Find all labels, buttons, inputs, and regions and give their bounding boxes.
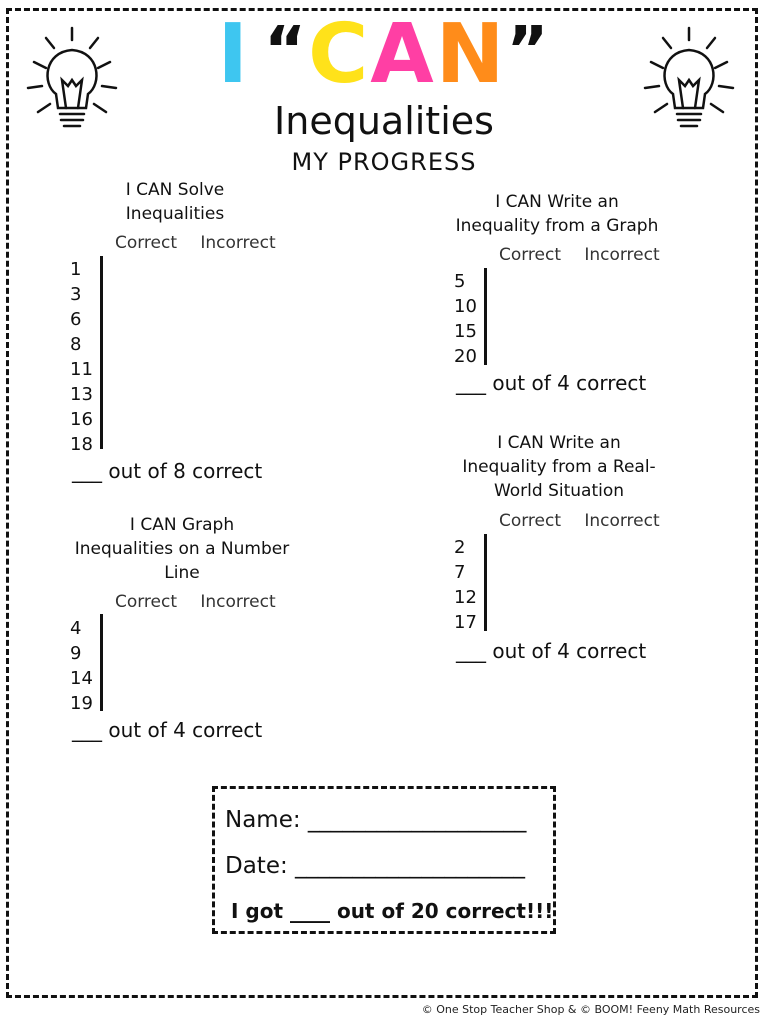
total-score[interactable]: I got ____ out of 20 correct!!! (231, 899, 554, 923)
name-field[interactable]: Name: ___________________ (225, 807, 527, 833)
subtitle: Inequalities (274, 99, 494, 143)
date-field[interactable]: Date: ____________________ (225, 853, 526, 879)
title-letter-c: C (308, 7, 371, 102)
title-open-quote: “ (264, 14, 309, 88)
title-letter-a: A (370, 7, 436, 102)
subtitle-progress: MY PROGRESS (291, 148, 477, 176)
tally-grid[interactable] (100, 256, 103, 449)
column-headers: Correct Incorrect (114, 592, 276, 612)
tally-grid[interactable] (484, 534, 487, 631)
title-letter-i: I (217, 7, 251, 102)
score-line: ___ out of 4 correct (456, 371, 647, 395)
header (0, 7, 768, 176)
section-title: I CAN Write an Inequality from a Graph (455, 192, 659, 236)
summary-box (212, 786, 556, 934)
column-headers: Correct Incorrect (498, 511, 660, 531)
section-title: I CAN Graph Inequalities on a Number Line (74, 515, 290, 583)
section-title: I CAN Solve Inequalities (125, 180, 225, 224)
copyright-footer: © One Stop Teacher Shop & © BOOM! Feeny Math Resources (421, 1003, 760, 1016)
title-close-quote: ” (506, 14, 551, 88)
column-headers: Correct Incorrect (114, 233, 276, 253)
score-line: ___ out of 4 correct (456, 639, 647, 663)
section-title: I CAN Write an Inequality from a Real- World Situation (462, 433, 656, 501)
question-numbers: 1 3 6 8 11 13 16 18 (70, 259, 93, 455)
title-letter-n: N (435, 7, 507, 102)
page-title (0, 7, 768, 102)
score-line: ___ out of 8 correct (72, 459, 263, 483)
column-headers: Correct Incorrect (498, 245, 660, 265)
question-numbers: 5 10 15 20 (454, 271, 477, 367)
tally-grid[interactable] (484, 268, 487, 365)
question-numbers: 4 9 14 19 (70, 618, 93, 714)
question-numbers: 2 7 12 17 (454, 537, 477, 633)
tally-grid[interactable] (100, 614, 103, 711)
score-line: ___ out of 4 correct (72, 718, 263, 742)
